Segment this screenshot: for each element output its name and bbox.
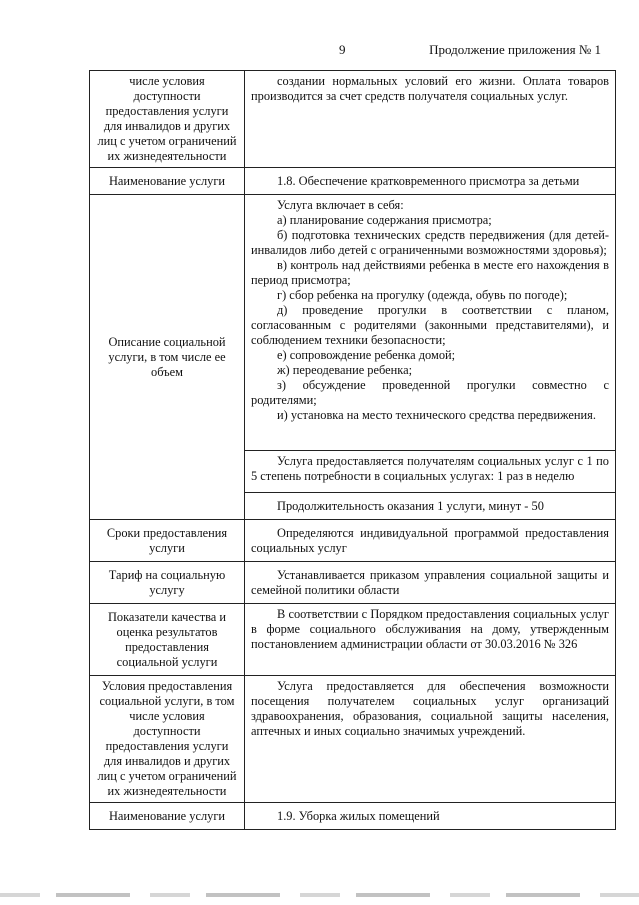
page-header [0, 42, 639, 60]
table-row [90, 604, 616, 676]
row-label: Условия предоставления социальной услуги, в том числе условия доступности предоставления услуги для инвалидов и других лиц с учетом ограничений их жизнедеятельности [90, 676, 245, 803]
row-value: Устанавливается приказом управления социальной защиты и семейной политики области [245, 562, 616, 604]
table-row [90, 168, 616, 195]
row-label: Показатели качества и оценка результатов предоставления социальной услуги [90, 604, 245, 676]
row-label: Описание социальной услуги, в том числе ее объем [90, 195, 245, 520]
row-label: Наименование услуги [90, 803, 245, 830]
row-label: числе условия доступности предоставления услуги для инвалидов и других лиц с учетом ограничений их жизнедеятельности [90, 71, 245, 168]
service-title: 1.8. Обеспечение кратковременного присмотра за детьми [245, 168, 616, 195]
row-label: Наименование услуги [90, 168, 245, 195]
page-number: 9 [339, 42, 346, 57]
service-description: Услуга включает в себя: а) планирование содержания присмотра; б) подготовка технических средств передвижения (для детей-инвалидов либо детей с ограниченными возможностями здоровья); в) контроль над действиями ребенка в месте его нахождения в период присмотра; г) сбор ребенка на прогулку (одежда, обувь по погоде); д) проведение прогулки в соответствии с планом, согласованным с родителями (законными представителями), и соблюдением техники безопасности; е) сопровождение ребенка домой; ж) переодевание ребенка; з) обсуждение проведенной прогулки совместно с родителями; и) установка на место технического средства передвижения. [245, 195, 616, 451]
table-row [90, 676, 616, 803]
row-value: Определяются индивидуальной программой предоставления социальных услуг [245, 520, 616, 562]
row-label: Сроки предоставления услуги [90, 520, 245, 562]
service-frequency: Услуга предоставляется получателям социальных услуг с 1 по 5 степень потребности в социальных услугах: 1 раз в неделю [245, 451, 616, 493]
service-title: 1.9. Уборка жилых помещений [245, 803, 616, 830]
table-row [90, 803, 616, 830]
services-table [89, 70, 616, 830]
row-label: Тариф на социальную услугу [90, 562, 245, 604]
row-value: В соответствии с Порядком предоставления социальных услуг в форме социального обслуживания на дому, утвержденным постановлением администрации области от 30.03.2016 № 326 [245, 604, 616, 676]
table-row [90, 520, 616, 562]
scan-edge-artifact [0, 893, 639, 897]
table-row [90, 195, 616, 451]
table-row [90, 71, 616, 168]
table-row [90, 562, 616, 604]
continuation-label: Продолжение приложения № 1 [429, 42, 601, 57]
row-value: Услуга предоставляется для обеспечения возможности посещения получателем социальных услуг организаций здравоохранения, образования, социальной защиты населения, аптечных и иных социально значимых учреждений. [245, 676, 616, 803]
service-duration: Продолжительность оказания 1 услуги, минут - 50 [245, 493, 616, 520]
row-value: создании нормальных условий его жизни. Оплата товаров производится за счет средств получателя социальных услуг. [245, 71, 616, 168]
